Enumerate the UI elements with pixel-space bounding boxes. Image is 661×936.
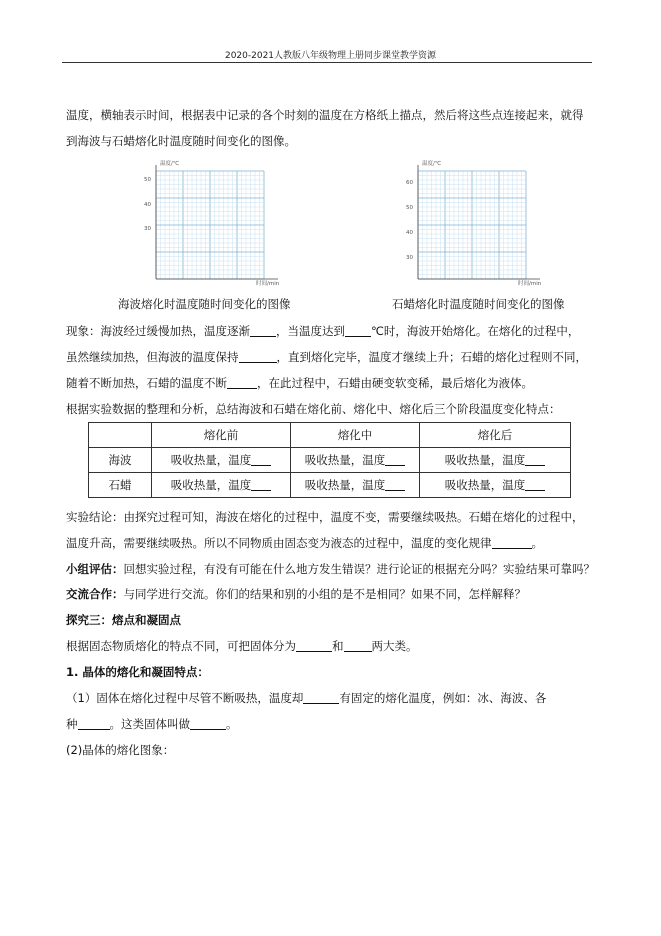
- graph-haibo-ytick: 30: [144, 226, 151, 232]
- graph-haibo-xlabel: 时间/min: [256, 281, 280, 287]
- table-cell: 吸收热量，温度: [420, 473, 571, 498]
- graph-shila-ytick: 40: [406, 230, 413, 236]
- table-header-cell: 熔化后: [420, 423, 571, 448]
- table-header-row: [89, 423, 571, 448]
- table-row: [89, 473, 571, 498]
- melting-comparison-table: [88, 422, 571, 498]
- table-header-cell: 熔化前: [152, 423, 291, 448]
- graph-haibo: [138, 157, 288, 287]
- conclusion-line-1: 实验结论：由探究过程可知，海波在熔化的过程中，温度不变，需要继续吸热。石蜡在熔化的过程中，: [66, 510, 584, 524]
- phenomenon-line-4: 根据实验数据的整理和分析，总结海波和石蜡在熔化前、熔化中、熔化后三个阶段温度变化特点：: [66, 402, 561, 416]
- table-cell: 吸收热量，温度: [152, 473, 291, 498]
- section3-item-2: (2)晶体的熔化图象：: [66, 743, 175, 757]
- section3-item-1: 1. 晶体的熔化和凝固特点：: [66, 665, 209, 679]
- section3-line-2: （1）固体在熔化过程中尽管不断吸热，温度却 有固定的熔化温度，例如：冰、海波、各: [66, 691, 547, 705]
- graph-haibo-caption: 海波熔化时温度随时间变化的图像: [118, 297, 291, 311]
- conclusion-line-2: 温度升高，需要继续吸热。所以不同物质由固态变为液态的过程中，温度的变化规律 。: [66, 536, 543, 550]
- header-divider: [62, 62, 592, 63]
- table-cell: 吸收热量，温度: [291, 448, 420, 473]
- graph-haibo-ylabel: 温度/℃: [160, 161, 180, 167]
- phenomenon-line-1: 现象：海波经过缓慢加热，温度逐渐 ，当温度达到 ℃时，海波开始熔化。在熔化的过程中，: [66, 324, 580, 338]
- table-row: [89, 448, 571, 473]
- graph-shila-ytick: 60: [406, 180, 413, 186]
- table-header-cell: [89, 423, 152, 448]
- phenomenon-line-2: 虽然继续加热，但海波的温度保持 ，直到熔化完毕，温度才继续上升；石蜡的熔化过程则不同，: [66, 350, 587, 364]
- cooperation-line: 交流合作：与同学进行交流。你们的结果和别的小组的是不是相同？如果不同，怎样解释？: [66, 587, 526, 601]
- intro-line-2: 到海波与石蜡熔化时温度随时间变化的图像。: [66, 134, 296, 148]
- evaluation-line: 小组评估：回想实验过程，有没有可能在什么地方发生错误？进行论证的根据充分吗？实验结果可靠吗？: [66, 562, 595, 576]
- table-header-cell: 熔化中: [291, 423, 420, 448]
- graph-haibo-ytick: 40: [144, 202, 151, 208]
- table-cell: 吸收热量，温度: [152, 448, 291, 473]
- graph-shila-ylabel: 温度/℃: [422, 161, 442, 167]
- table-cell: 吸收热量，温度: [420, 448, 571, 473]
- page-header: 2020-2021人教版八年级物理上册同步课堂教学资源: [224, 51, 437, 61]
- graph-shila-caption: 石蜡熔化时温度随时间变化的图像: [392, 297, 565, 311]
- table-row-label: 海波: [89, 448, 152, 473]
- section3-line-1: 根据固态物质熔化的特点不同，可把固体分为 和 两大类。: [66, 639, 418, 653]
- graph-haibo-grid: [156, 171, 264, 279]
- graph-shila-ytick: 30: [406, 255, 413, 261]
- graph-haibo-ytick: 50: [144, 177, 151, 183]
- graph-shila-xlabel: 时间/min: [518, 281, 542, 287]
- section3-title: 探究三：熔点和凝固点: [66, 613, 181, 627]
- table-row-label: 石蜡: [89, 473, 152, 498]
- phenomenon-line-3: 随着不断加热，石蜡的温度不断 ，在此过程中，石蜡由硬变软变稀，最后熔化为液体。: [66, 376, 533, 390]
- graph-shila-ytick: 50: [406, 205, 413, 211]
- graph-shila-grid: [418, 171, 526, 279]
- intro-line-1: 温度，横轴表示时间，根据表中记录的各个时刻的温度在方格纸上描点，然后将这些点连接起来，就得: [66, 108, 584, 122]
- table-cell: 吸收热量，温度: [291, 473, 420, 498]
- section3-line-3: 种 。这类固体叫做 。: [66, 717, 238, 731]
- graph-shila: [400, 157, 550, 287]
